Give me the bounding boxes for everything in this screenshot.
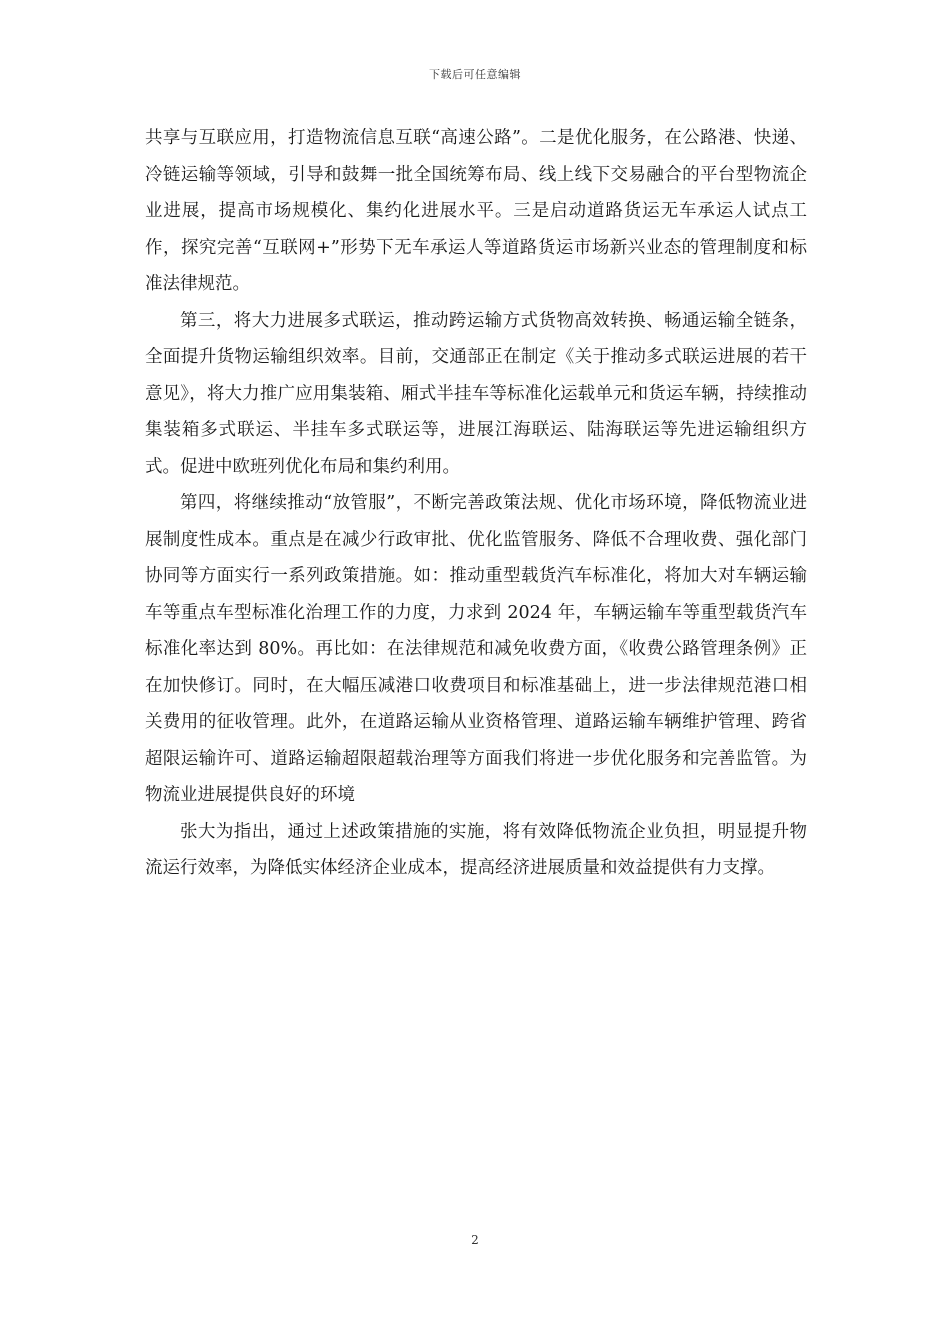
paragraph-fourth-point: 第四，将继续推动“放管服”，不断完善政策法规、优化市场环境，降低物流业进展制度性成本。重点是在减少行政审批、优化监管服务、降低不合理收费、强化部门协同等方面实行一系列政策措施。如：推动重型载货汽车标准化，将加大对车辆运输车等重点车型标准化治理工作的力度，力求到 2024 年，车辆运输车等重型载货汽车标准化率达到 80%。再比如：在法律规范和减免收费方面，《收费公路管理条例》正在加快修订。同时，在大幅压减港口收费项目和标准基础上，进一步法律规范港口相关费用的征收管理。此外，在道路运输从业资格管理、道路运输车辆维护管理、跨省超限运输许可、道路运输超限超载治理等方面我们将进一步优化服务和完善监管。为物流业进展提供良好的环境: [145, 493, 807, 805]
page-header: 下载后可任意编辑: [429, 68, 521, 81]
document-body: [145, 120, 807, 887]
page-number: 2: [471, 1233, 479, 1247]
paragraph-continuation: 共享与互联应用，打造物流信息互联“高速公路”。二是优化服务，在公路港、快递、冷链运输等领域，引导和鼓舞一批全国统筹布局、线上线下交易融合的平台型物流企业进展，提高市场规模化、集约化进展水平。三是启动道路货运无车承运人试点工作，探究完善“互联网+”形势下无车承运人等道路货运市场新兴业态的管理制度和标准法律规范。: [145, 128, 807, 294]
paragraph-third-point: 第三，将大力进展多式联运，推动跨运输方式货物高效转换、畅通运输全链条，全面提升货物运输组织效率。目前，交通部正在制定《关于推动多式联运进展的若干意见》，将大力推广应用集装箱、厢式半挂车等标准化运载单元和货运车辆，持续推动集装箱多式联运、半挂车多式联运等，进展江海联运、陆海联运等先进运输组织方式。促进中欧班列优化布局和集约利用。: [145, 310, 807, 477]
paragraph-conclusion: 张大为指出，通过上述政策措施的实施，将有效降低物流企业负担，明显提升物流运行效率，为降低实体经济企业成本，提高经济进展质量和效益提供有力支撑。: [145, 821, 807, 878]
